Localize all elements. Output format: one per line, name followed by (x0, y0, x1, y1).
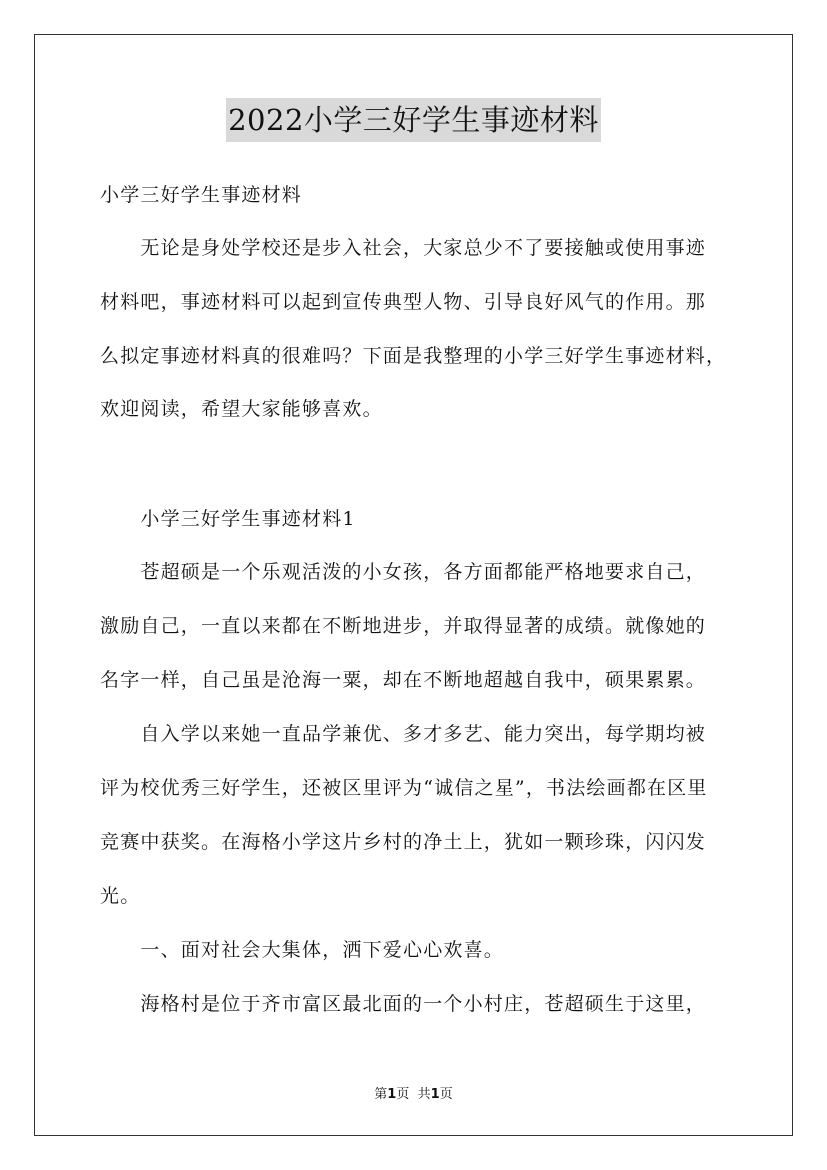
footer-page-prefix: 第 (374, 1087, 388, 1102)
paragraph-line: 无论是身处学校还是步入社会，大家总少不了要接触或使用事迹 (100, 237, 707, 259)
footer-total-number: 1 (430, 1087, 440, 1102)
paragraph-line: 苍超硕是一个乐观活泼的小女孩，各方面都能严格地要求自己， (100, 561, 707, 583)
footer-total-unit: 页 (439, 1087, 453, 1102)
page-footer (0, 1083, 827, 1102)
document-title-wrap (0, 98, 827, 142)
paragraph-line: 竞赛中获奖。在海格小学这片乡村的净土上，犹如一颗珍珠，闪闪发 (100, 831, 707, 853)
paragraph-line: 海格村是位于齐市富区最北面的一个小村庄，苍超硕生于这里， (100, 993, 707, 1015)
paragraph-line: 激励自己，一直以来都在不断地进步，并取得显著的成绩。就像她的 (100, 615, 707, 637)
document-title: 2022小学三好学生事迹材料 (226, 98, 601, 142)
paragraph-line: 材料吧，事迹材料可以起到宣传典型人物、引导良好风气的作用。那 (100, 291, 707, 313)
paragraph-line: 一、面对社会大集体，洒下爱心心欢喜。 (100, 939, 505, 961)
paragraph-line: 欢迎阅读，希望大家能够喜欢。 (100, 398, 383, 420)
footer-page-number: 1 (387, 1087, 397, 1102)
paragraph-line: 评为校优秀三好学生，还被区里评为“诚信之星”，书法绘画都在区里 (100, 777, 708, 799)
section-heading: 小学三好学生事迹材料1 (100, 508, 356, 530)
footer-page-unit: 页 (396, 1087, 410, 1102)
paragraph-line: 自入学以来她一直品学兼优、多才多艺、能力突出，每学期均被 (100, 723, 707, 745)
paragraph-line: 光。 (100, 885, 141, 907)
paragraph-line: 名字一样，自己虽是沧海一粟，却在不断地超越自我中，硕果累累。 (100, 669, 707, 691)
footer-total-prefix: 共 (417, 1087, 431, 1102)
paragraph-line: 小学三好学生事迹材料 (100, 184, 303, 206)
paragraph-line: 么拟定事迹材料真的很难吗？下面是我整理的小学三好学生事迹材料， (100, 345, 727, 367)
